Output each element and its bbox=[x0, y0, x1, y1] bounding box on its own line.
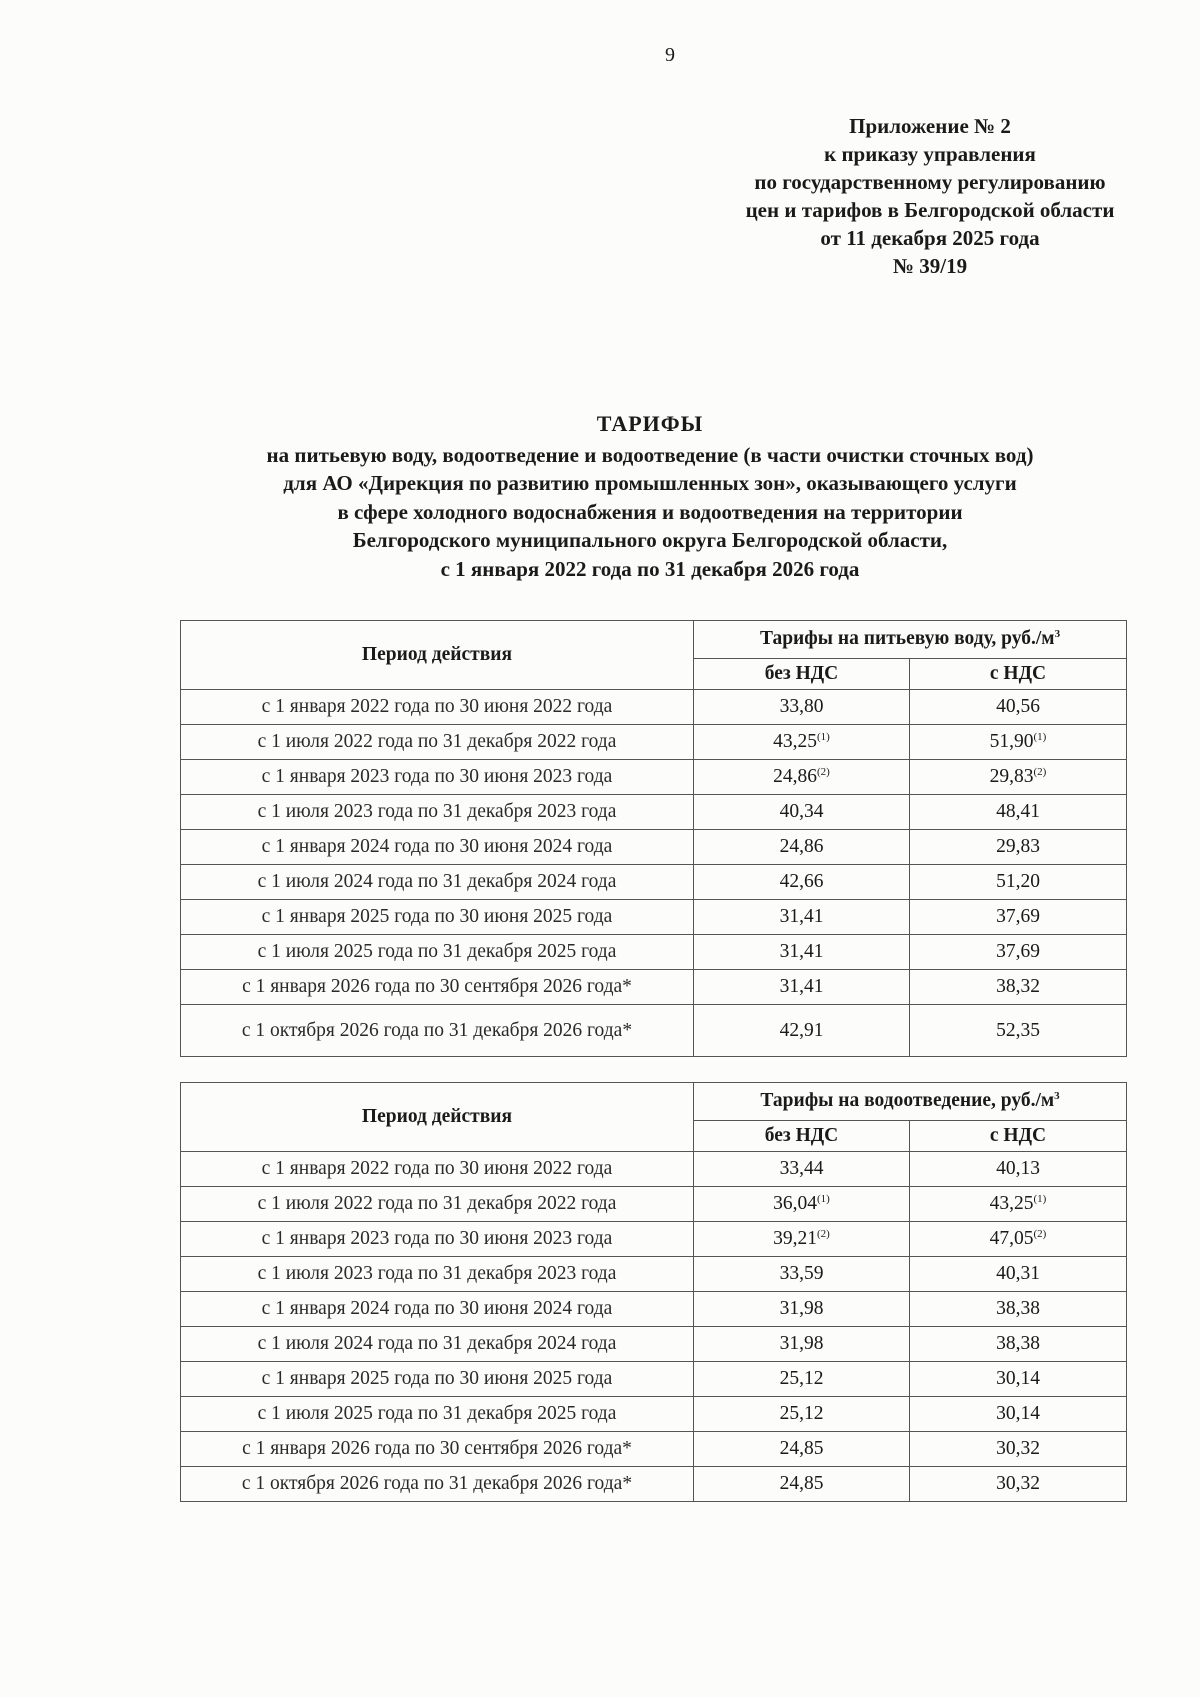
no-vat-cell-value: 33,59 bbox=[779, 1263, 824, 1284]
period-cell bbox=[181, 690, 694, 725]
appendix-header bbox=[680, 112, 1180, 280]
table-row bbox=[181, 1467, 1127, 1502]
group-header bbox=[694, 1083, 1127, 1121]
no-vat-cell bbox=[694, 1187, 910, 1222]
period-cell-value: с 1 января 2025 года по 30 июня 2025 года bbox=[261, 906, 613, 927]
period-cell bbox=[181, 1362, 694, 1397]
no-vat-cell bbox=[694, 1362, 910, 1397]
document-title bbox=[150, 410, 1150, 583]
no-vat-cell bbox=[694, 1327, 910, 1362]
title-line: в сфере холодного водоснабжения и водоотведения на территории bbox=[337, 499, 963, 524]
vat-cell bbox=[910, 1432, 1127, 1467]
period-cell bbox=[181, 1432, 694, 1467]
table-row bbox=[181, 795, 1127, 830]
period-cell-value: с 1 января 2024 года по 30 июня 2024 года bbox=[261, 836, 613, 857]
table-row bbox=[181, 1327, 1127, 1362]
title-line: Белгородского муниципального округа Белгородской области, bbox=[352, 528, 948, 552]
vat-cell-value: 48,41 bbox=[996, 801, 1040, 822]
no-vat-cell bbox=[694, 1397, 910, 1432]
vat-cell-value: 38,32 bbox=[996, 976, 1040, 997]
period-cell bbox=[181, 1005, 694, 1057]
vat-cell bbox=[910, 935, 1127, 970]
vat-cell-value: 43,25 bbox=[989, 1193, 1034, 1214]
table-row bbox=[181, 1362, 1127, 1397]
period-cell-value: с 1 июля 2025 года по 31 декабря 2025 года bbox=[257, 1403, 617, 1424]
period-cell bbox=[181, 1222, 694, 1257]
no-vat-cell-value: 24,86 bbox=[779, 836, 824, 857]
table-row bbox=[181, 690, 1127, 725]
period-cell bbox=[181, 1467, 694, 1502]
table-row bbox=[181, 1187, 1127, 1222]
footnote-marker: (2) bbox=[817, 1228, 830, 1240]
table-row bbox=[181, 900, 1127, 935]
vat-cell-value: 30,14 bbox=[996, 1368, 1040, 1389]
vat-cell bbox=[910, 1005, 1127, 1057]
footnote-marker: (2) bbox=[817, 766, 830, 778]
unit-superscript: 3 bbox=[1054, 1090, 1060, 1103]
table-row bbox=[181, 1257, 1127, 1292]
no-vat-cell bbox=[694, 1432, 910, 1467]
vat-cell bbox=[910, 1327, 1127, 1362]
no-vat-cell bbox=[694, 725, 910, 760]
vat-cell-value: 29,83 bbox=[996, 836, 1040, 857]
no-vat-cell bbox=[694, 1005, 910, 1057]
no-vat-cell bbox=[694, 1467, 910, 1502]
no-vat-header: без НДС bbox=[694, 1120, 910, 1151]
period-cell-value: с 1 января 2024 года по 30 июня 2024 года bbox=[261, 1298, 613, 1319]
period-cell bbox=[181, 1397, 694, 1432]
title-line: с 1 января 2022 года по 31 декабря 2026 года bbox=[440, 556, 860, 581]
period-header: Период действия bbox=[181, 1083, 694, 1152]
table-body bbox=[181, 690, 1127, 1057]
vat-cell bbox=[910, 1397, 1127, 1432]
period-cell-value: с 1 января 2022 года по 30 июня 2022 года bbox=[261, 696, 613, 717]
no-vat-cell-value: 31,41 bbox=[779, 906, 824, 927]
group-header-text: Тарифы на водоотведение, руб./м bbox=[760, 1090, 1055, 1112]
period-cell-value: с 1 января 2022 года по 30 июня 2022 года bbox=[261, 1158, 613, 1179]
period-cell bbox=[181, 970, 694, 1005]
period-cell-value: с 1 января 2025 года по 30 июня 2025 года bbox=[261, 1368, 613, 1389]
table-row bbox=[181, 1292, 1127, 1327]
vat-cell-value: 40,13 bbox=[996, 1158, 1040, 1179]
period-cell-value: с 1 июля 2022 года по 31 декабря 2022 года bbox=[257, 1193, 617, 1214]
vat-cell-value: 30,32 bbox=[996, 1438, 1040, 1459]
no-vat-cell-value: 42,66 bbox=[779, 871, 824, 892]
period-cell bbox=[181, 1257, 694, 1292]
table-row bbox=[181, 760, 1127, 795]
page-number: 9 bbox=[665, 44, 675, 66]
drinking-water-tariff-table bbox=[180, 620, 1127, 1057]
title-line: для АО «Дирекция по развитию промышленных зон», оказывающего услуги bbox=[283, 471, 1017, 495]
vat-cell-value: 40,31 bbox=[996, 1263, 1040, 1284]
vat-cell bbox=[910, 830, 1127, 865]
period-cell-value: с 1 января 2026 года по 30 сентября 2026 года* bbox=[242, 976, 632, 997]
group-header bbox=[694, 621, 1127, 659]
period-cell bbox=[181, 795, 694, 830]
footnote-marker: (1) bbox=[817, 1193, 830, 1205]
no-vat-cell bbox=[694, 760, 910, 795]
footnote-marker: (2) bbox=[1033, 1228, 1047, 1240]
period-cell-value: с 1 января 2026 года по 30 сентября 2026 года* bbox=[242, 1438, 632, 1459]
period-cell-value: с 1 июля 2022 года по 31 декабря 2022 года bbox=[257, 731, 617, 752]
group-header-text: Тарифы на питьевую воду, руб./м bbox=[759, 628, 1055, 650]
footnote-marker: (1) bbox=[1033, 1193, 1047, 1205]
vat-cell-value: 38,38 bbox=[996, 1298, 1040, 1319]
vat-cell-value: 37,69 bbox=[996, 941, 1040, 962]
table-row bbox=[181, 1222, 1127, 1257]
table-row bbox=[181, 725, 1127, 760]
no-vat-cell-value: 33,44 bbox=[779, 1158, 824, 1179]
vat-cell bbox=[910, 1187, 1127, 1222]
period-cell-value: с 1 октября 2026 года по 31 декабря 2026 года* bbox=[241, 1473, 633, 1494]
vat-cell bbox=[910, 865, 1127, 900]
vat-cell-value: 47,05 bbox=[989, 1228, 1034, 1249]
vat-cell bbox=[910, 1362, 1127, 1397]
period-cell bbox=[181, 725, 694, 760]
vat-cell bbox=[910, 725, 1127, 760]
no-vat-cell-value: 25,12 bbox=[779, 1368, 824, 1389]
appendix-line: цен и тарифов в Белгородской области bbox=[745, 198, 1115, 222]
table-row bbox=[181, 1005, 1127, 1057]
no-vat-cell-value: 24,85 bbox=[779, 1473, 824, 1494]
no-vat-cell bbox=[694, 935, 910, 970]
no-vat-cell-value: 39,21 bbox=[773, 1228, 818, 1249]
footnote-marker: (2) bbox=[1033, 766, 1047, 778]
vat-cell-value: 29,83 bbox=[989, 766, 1034, 787]
no-vat-cell bbox=[694, 1222, 910, 1257]
no-vat-cell-value: 31,98 bbox=[779, 1298, 824, 1319]
no-vat-cell bbox=[694, 795, 910, 830]
appendix-line: от 11 декабря 2025 года bbox=[820, 226, 1040, 250]
table-row bbox=[181, 1397, 1127, 1432]
no-vat-cell-value: 43,25 bbox=[773, 731, 818, 752]
unit-superscript: 3 bbox=[1054, 628, 1061, 641]
no-vat-cell-value: 25,12 bbox=[779, 1403, 824, 1424]
no-vat-cell bbox=[694, 865, 910, 900]
no-vat-cell bbox=[694, 1257, 910, 1292]
vat-cell-value: 51,20 bbox=[996, 871, 1040, 892]
vat-cell-value: 38,38 bbox=[996, 1333, 1040, 1354]
table-row bbox=[181, 935, 1127, 970]
vat-cell bbox=[910, 1152, 1127, 1187]
period-cell-value: с 1 января 2023 года по 30 июня 2023 года bbox=[261, 1228, 613, 1249]
period-cell bbox=[181, 1152, 694, 1187]
vat-cell bbox=[910, 900, 1127, 935]
period-cell-value: с 1 июля 2024 года по 31 декабря 2024 года bbox=[257, 1333, 617, 1354]
period-cell-value: с 1 октября 2026 года по 31 декабря 2026 года* bbox=[241, 1019, 633, 1041]
period-cell bbox=[181, 1187, 694, 1222]
no-vat-cell-value: 24,85 bbox=[779, 1438, 824, 1459]
period-cell-value: с 1 июля 2025 года по 31 декабря 2025 года bbox=[257, 941, 617, 962]
vat-header: с НДС bbox=[910, 658, 1127, 689]
vat-cell-value: 37,69 bbox=[996, 906, 1040, 927]
vat-cell bbox=[910, 1222, 1127, 1257]
no-vat-cell bbox=[694, 970, 910, 1005]
no-vat-cell-value: 33,80 bbox=[779, 696, 824, 717]
vat-cell bbox=[910, 760, 1127, 795]
vat-cell bbox=[910, 1257, 1127, 1292]
wastewater-tariff-table bbox=[180, 1082, 1127, 1502]
period-header: Период действия bbox=[181, 621, 694, 690]
vat-cell bbox=[910, 795, 1127, 830]
table-body bbox=[181, 1152, 1127, 1502]
appendix-line: к приказу управления bbox=[824, 142, 1036, 166]
footnote-marker: (1) bbox=[1033, 731, 1047, 743]
no-vat-cell-value: 40,34 bbox=[779, 801, 824, 822]
no-vat-cell bbox=[694, 830, 910, 865]
vat-cell-value: 30,14 bbox=[996, 1403, 1040, 1424]
table-row bbox=[181, 970, 1127, 1005]
title-line: на питьевую воду, водоотведение и водоотведение (в части очистки сточных вод) bbox=[266, 442, 1034, 467]
no-vat-cell-value: 31,98 bbox=[779, 1333, 824, 1354]
footnote-marker: (1) bbox=[817, 731, 830, 743]
period-cell bbox=[181, 865, 694, 900]
no-vat-cell bbox=[694, 900, 910, 935]
vat-cell-value: 52,35 bbox=[996, 1019, 1040, 1041]
period-cell bbox=[181, 830, 694, 865]
period-cell-value: с 1 января 2023 года по 30 июня 2023 года bbox=[261, 766, 613, 787]
vat-cell-value: 40,56 bbox=[996, 696, 1040, 717]
no-vat-cell bbox=[694, 690, 910, 725]
vat-cell-value: 51,90 bbox=[989, 731, 1034, 752]
vat-cell bbox=[910, 1467, 1127, 1502]
no-vat-cell-value: 42,91 bbox=[779, 1019, 824, 1041]
period-cell-value: с 1 июля 2023 года по 31 декабря 2023 года bbox=[257, 801, 617, 822]
no-vat-cell-value: 36,04 bbox=[773, 1193, 818, 1214]
table-row bbox=[181, 865, 1127, 900]
period-cell bbox=[181, 1327, 694, 1362]
no-vat-cell-value: 31,41 bbox=[779, 941, 824, 962]
table-row bbox=[181, 1152, 1127, 1187]
no-vat-cell bbox=[694, 1152, 910, 1187]
table-row bbox=[181, 1432, 1127, 1467]
vat-cell bbox=[910, 1292, 1127, 1327]
vat-cell-value: 30,32 bbox=[996, 1473, 1040, 1494]
vat-header: с НДС bbox=[910, 1120, 1127, 1151]
no-vat-cell bbox=[694, 1292, 910, 1327]
main-title: ТАРИФЫ bbox=[596, 411, 704, 436]
appendix-line: Приложение № 2 bbox=[849, 114, 1011, 138]
period-cell-value: с 1 июля 2023 года по 31 декабря 2023 года bbox=[257, 1263, 617, 1284]
no-vat-cell-value: 31,41 bbox=[779, 976, 824, 997]
appendix-line: № 39/19 bbox=[892, 254, 968, 278]
period-cell bbox=[181, 935, 694, 970]
no-vat-cell-value: 24,86 bbox=[773, 766, 818, 787]
period-cell bbox=[181, 760, 694, 795]
period-cell bbox=[181, 1292, 694, 1327]
vat-cell bbox=[910, 690, 1127, 725]
table-row bbox=[181, 830, 1127, 865]
period-cell bbox=[181, 900, 694, 935]
period-cell-value: с 1 июля 2024 года по 31 декабря 2024 года bbox=[257, 871, 617, 892]
appendix-line: по государственному регулированию bbox=[754, 170, 1106, 194]
vat-cell bbox=[910, 970, 1127, 1005]
no-vat-header: без НДС bbox=[694, 658, 910, 689]
